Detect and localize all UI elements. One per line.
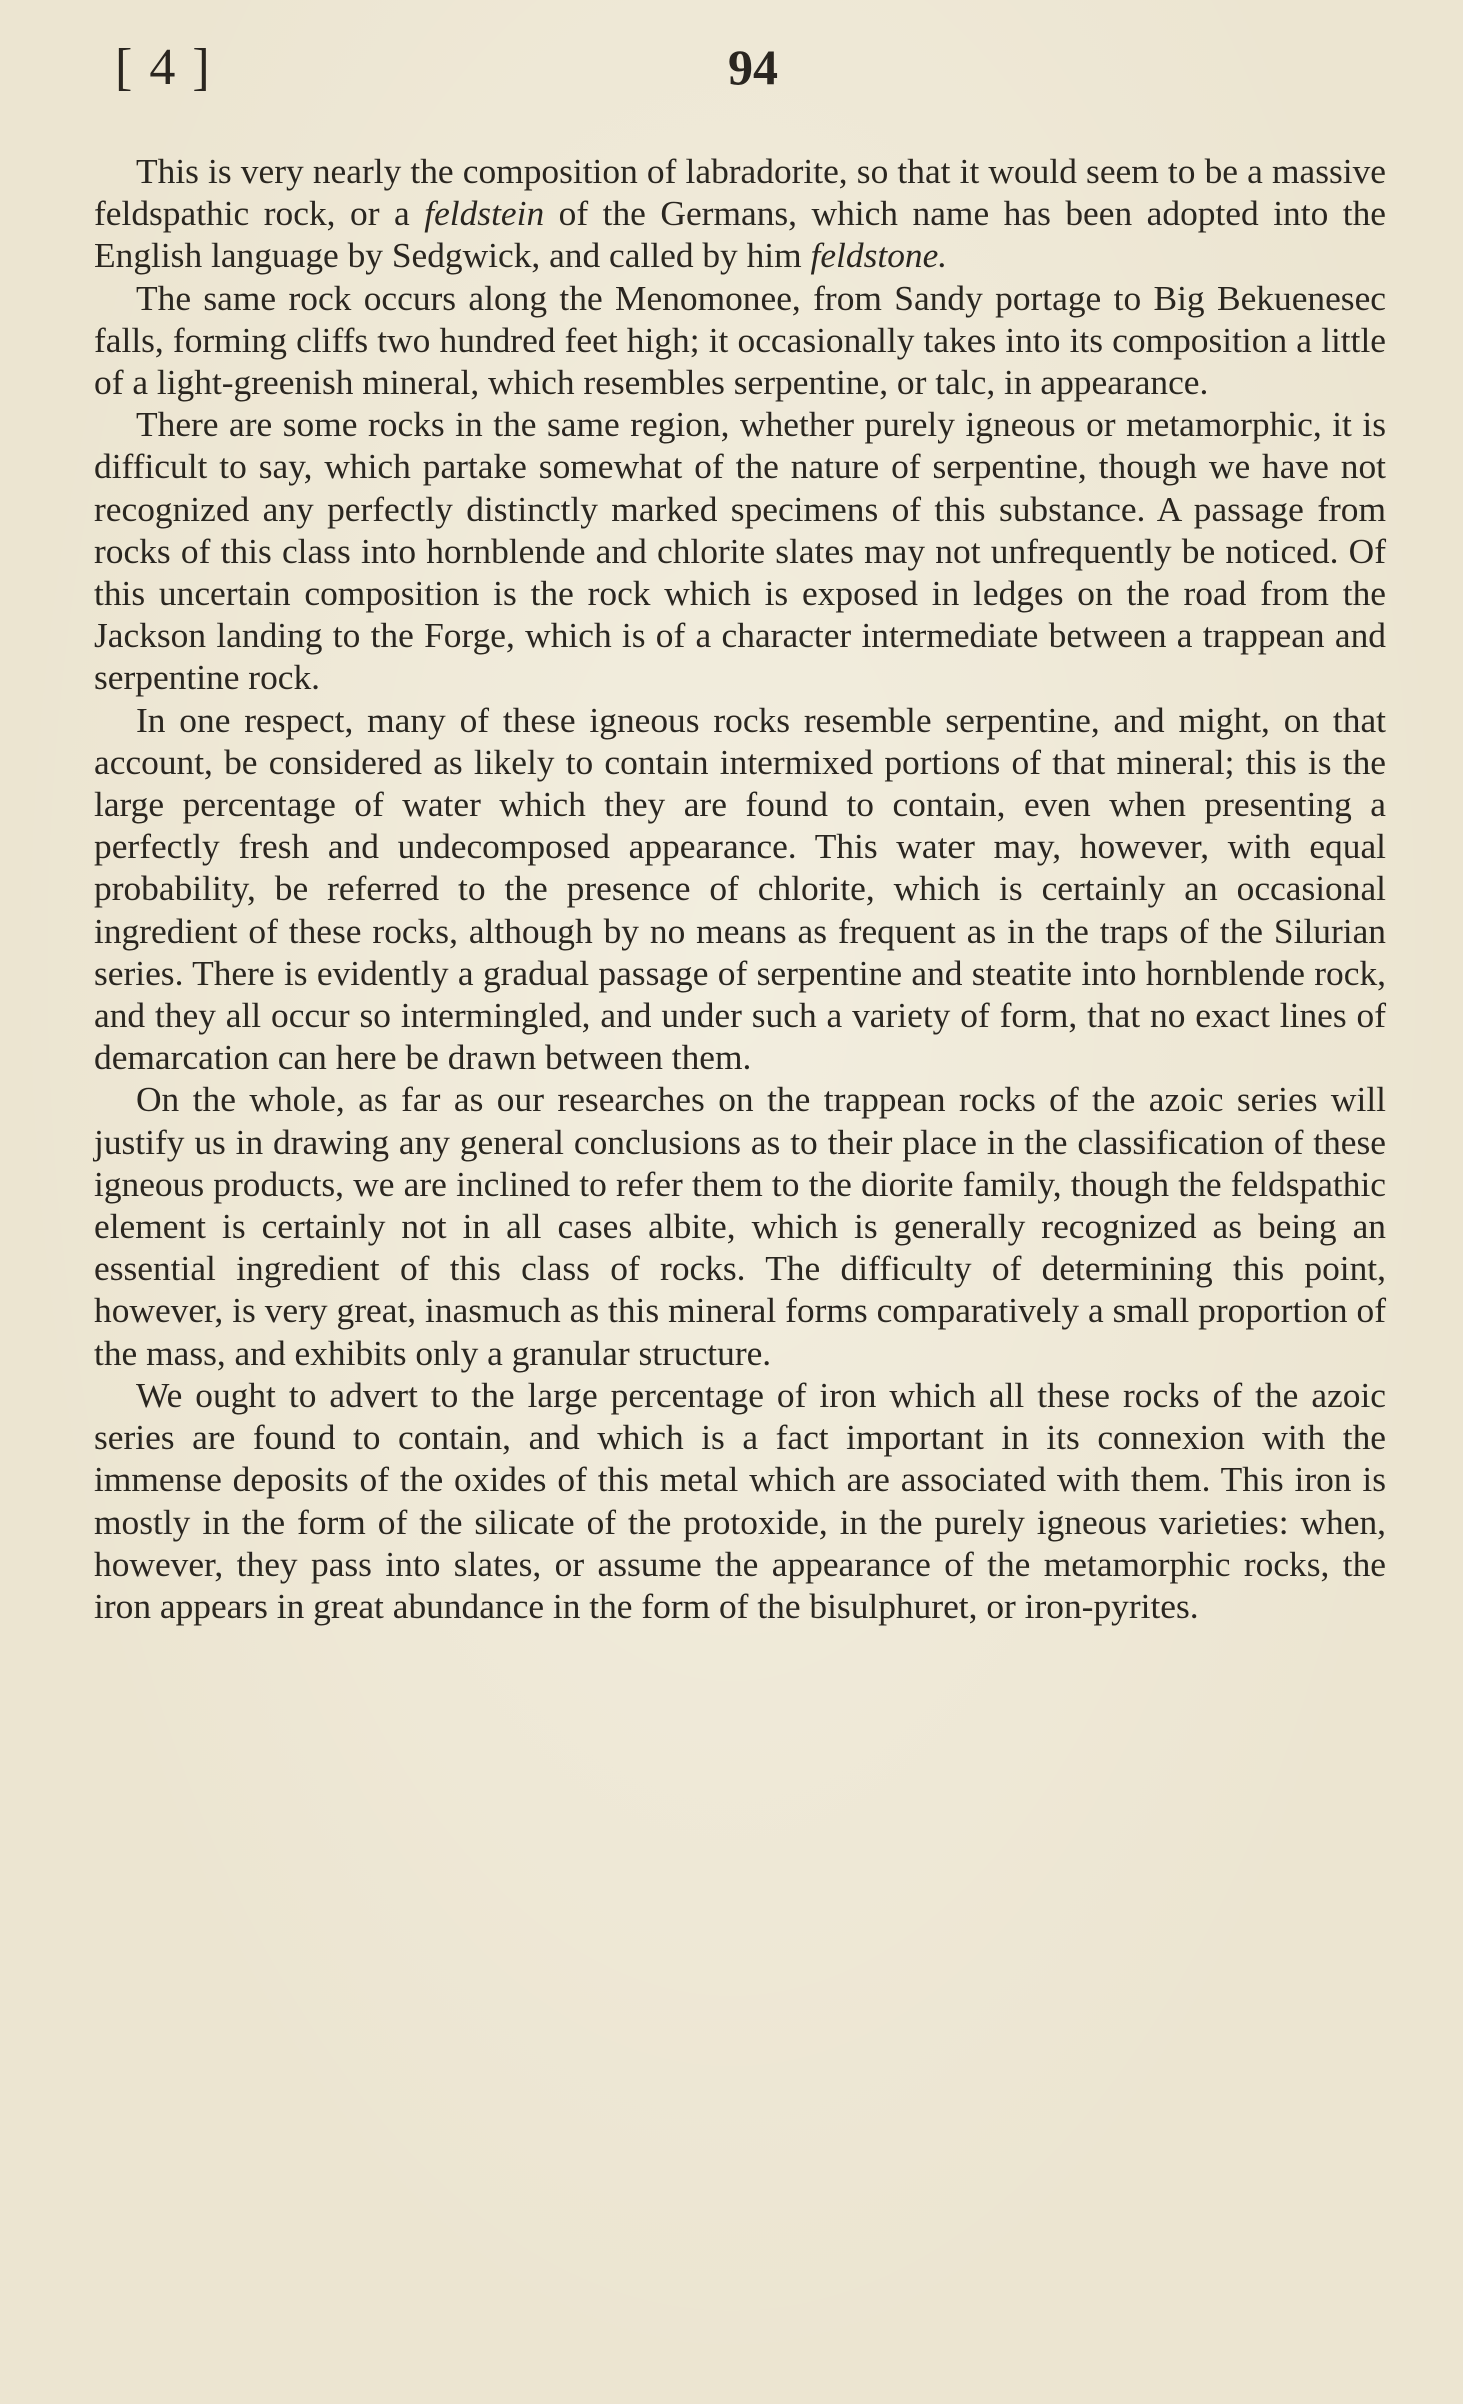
section-mark: [ 4 ] — [115, 39, 212, 96]
paragraph-text: The same rock occurs along the Menomonee, from Sandy portage to Big Bekuenesec falls, forming cliffs two hundred feet high; it occasionally takes into its composition a little of a light-greenish mineral, which resembles serpentine, or talc, in appearance. — [94, 277, 1386, 403]
paragraph-1 — [94, 150, 1386, 277]
paragraph-5 — [94, 1078, 1386, 1373]
body-text — [94, 150, 1386, 1627]
paragraph-6 — [94, 1374, 1386, 1627]
paragraph-4 — [94, 699, 1386, 1079]
italic-term: feldstein — [424, 193, 545, 234]
italic-term: feldstone. — [810, 235, 948, 276]
paragraph-text: In one respect, many of these igneous rocks resemble serpentine, and might, on that account, be considered as likely to contain intermixed portions of that mineral; this is the large percentage of water which they are found to contain, even when presenting a perfectly fresh and undecomposed appearance. This water may, however, with equal probability, be referred to the presence of chlorite, which is certainly an occasional ingredient of these rocks, although by no means as frequent as in the traps of the Silurian series. There is evidently a gradual passage of serpentine and steatite into hornblende rock, and they all occur so intermingled, and under such a variety of form, that no exact lines of demarcation can here be drawn between them. — [94, 699, 1386, 1078]
page-number: 94 — [728, 39, 778, 95]
paragraph-text: There are some rocks in the same region, whether purely igneous or metamorphic, it is difficult to say, which partake somewhat of the nature of serpentine, though we have not recognized any perfectly distinctly marked specimens of this substance. A passage from rocks of this class into hornblende and chlorite slates may not unfrequently be noticed. Of this uncertain composition is the rock which is exposed in ledges on the road from the Jackson landing to the Forge, which is of a character intermediate between a trappean and serpentine rock. — [94, 404, 1386, 698]
paragraph-3 — [94, 403, 1386, 698]
paragraph-text: of the Germans, which name has been adopted into the English language by Sedgwick, and called by him — [94, 193, 1387, 276]
paragraph-2 — [94, 277, 1386, 404]
paragraph-text: This is very nearly the composition of labradorite, so that it would seem to be a massive feldspathic rock, or a — [94, 151, 1386, 234]
paragraph-text: On the whole, as far as our researches on the trappean rocks of the azoic series will justify us in drawing any general conclusions as to their place in the classification of these igneous products, we are inclined to refer them to the diorite family, though the feldspathic element is certainly not in all cases albite, which is generally recognized as being an essential ingredient of this class of rocks. The difficulty of determining this point, however, is very great, inasmuch as this mineral forms comparatively a small proportion of the mass, and exhibits only a granular structure. — [94, 1079, 1386, 1373]
paragraph-text: We ought to advert to the large percentage of iron which all these rocks of the azoic series are found to contain, and which is a fact important in its connexion with the immense deposits of the oxides of this metal which are associated with them. This iron is mostly in the form of the silicate of the protoxide, in the purely igneous varieties: when, however, they pass into slates, or assume the appearance of the metamorphic rocks, the iron appears in great abundance in the form of the bisulphuret, or iron-pyrites. — [94, 1374, 1386, 1626]
page-header — [0, 38, 1463, 108]
